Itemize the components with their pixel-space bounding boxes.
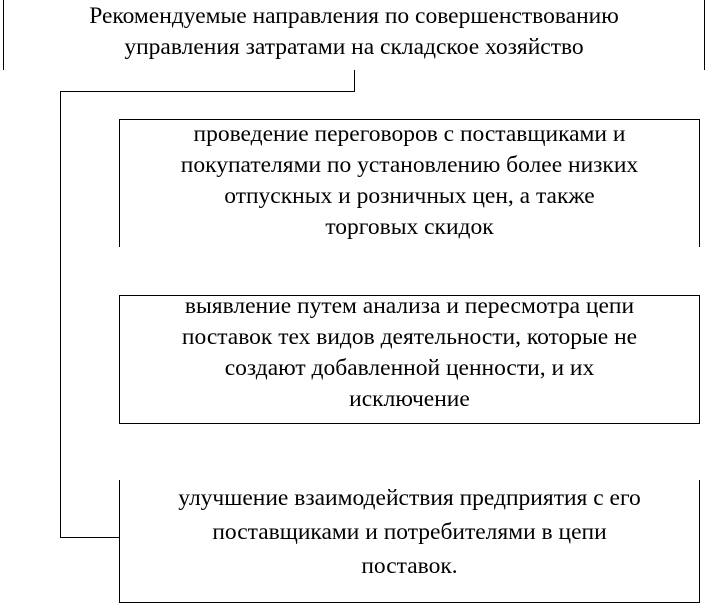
direction-2-line-3: создают добавленной ценности, и их — [224, 355, 595, 381]
connector-header-horizontal — [60, 91, 355, 92]
direction-3-line-2: поставщиками и потребителями в цепи — [212, 519, 607, 545]
direction-box-1 — [119, 119, 700, 247]
header-line-2: управления затратами на складское хозяйство — [124, 34, 584, 60]
direction-2-line-1: выявление путем анализа и пересмотра цепи — [184, 293, 635, 319]
direction-1-line-1: проведение переговоров с поставщиками и — [193, 121, 626, 147]
direction-2-line-4: исключение — [349, 386, 470, 412]
connector-to-item-3 — [60, 537, 120, 538]
direction-box-2 — [119, 295, 700, 424]
direction-1-line-2: покупателями по установлению более низких — [180, 152, 639, 178]
connector-header-drop — [354, 70, 355, 92]
direction-3-line-3: поставок. — [361, 553, 458, 579]
header-line-1: Рекомендуемые направления по совершенствованию — [89, 3, 619, 29]
direction-1-line-4: торговых скидок — [325, 214, 494, 240]
direction-3-line-1: улучшение взаимодействия предприятия с его — [178, 485, 641, 511]
connector-trunk-vertical — [60, 91, 61, 538]
direction-box-3 — [119, 480, 700, 603]
direction-1-line-3: отпускных и розничных цен, а также — [224, 183, 595, 209]
header-box — [3, 0, 705, 70]
direction-2-line-2: поставок тех видов деятельности, которые не — [181, 324, 638, 350]
